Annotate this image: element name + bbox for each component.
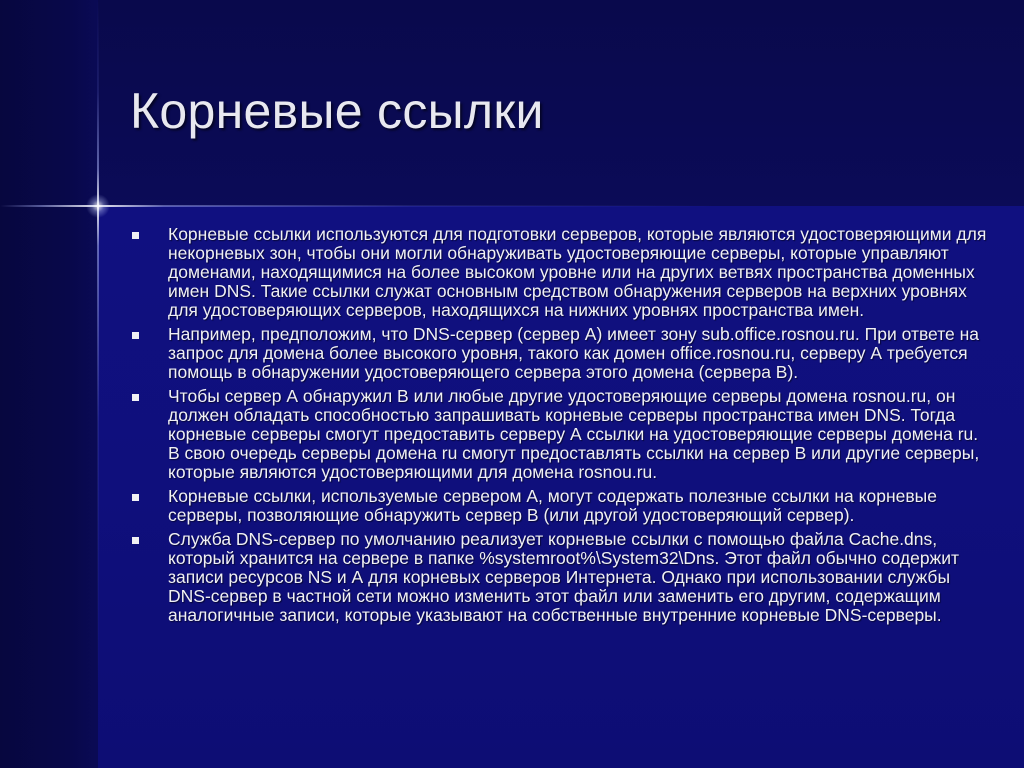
star-flare-icon xyxy=(86,194,110,218)
bullet-text: Корневые ссылки используются для подготовки серверов, которые являются удостоверяющими для некорневых зон, чтобы они могли обнаруживать удостоверяющие серверы, которые управляют доменами, находящимися на более высоком уровне или на других ветвях пространства доменных имен DNS. Такие ссылки служат основным средством обнаружения серверов на верхних уровнях для удостоверяющих серверов, находящихся на нижних уровнях пространства имен. xyxy=(168,224,987,320)
bullet-text: Например, предположим, что DNS-сервер (сервер А) имеет зону sub.office.rosnou.ru. При ответе на запрос для домена более высокого уровня, такого как домен office.rosnou.ru, серверу А требуется помощь в обнаружении удостоверяющего сервера этого домена (сервера В). xyxy=(168,324,980,382)
square-bullet-icon xyxy=(132,332,139,339)
slide-title: Корневые ссылки xyxy=(130,83,544,139)
bullet-text: Чтобы сервер А обнаружил В или любые другие удостоверяющие серверы домена rosnou.ru, он должен обладать способностью запрашивать корневые серверы пространства имен DNS. Тогда корневые серверы смогут предоставить серверу А ссылки на удостоверяющие серверы домена ru. В свою очередь серверы домена ru смогут предоставлять ссылки на сервер В или другие серверы, которые являются удостоверяющими для домена rosnou.ru. xyxy=(168,386,980,482)
bullet-list xyxy=(128,225,988,630)
square-bullet-icon xyxy=(132,537,139,544)
bullet-item xyxy=(128,325,988,382)
bullet-item xyxy=(128,530,988,625)
left-decor-band xyxy=(0,0,98,768)
square-bullet-icon xyxy=(132,232,139,239)
bullet-item xyxy=(128,225,988,320)
square-bullet-icon xyxy=(132,394,139,401)
vertical-light-flare xyxy=(97,0,99,768)
bullet-item xyxy=(128,387,988,482)
bullet-text: Корневые ссылки, используемые сервером А, могут содержать полезные ссылки на корневые серверы, позволяющие обнаружить сервер В (или другой удостоверяющий сервер). xyxy=(168,486,937,525)
horizontal-light-flare xyxy=(0,205,1024,207)
bullet-item xyxy=(128,487,988,525)
square-bullet-icon xyxy=(132,494,139,501)
bullet-text: Служба DNS-сервер по умолчанию реализует корневые ссылки с помощью файла Cache.dns, который хранится на сервере в папке %systemroot%\System32\Dns. Этот файл обычно содержит записи ресурсов NS и А для корневых серверов Интернета. Однако при использовании службы DNS-сервер в частной сети можно изменить этот файл или заменить его другим, содержащим аналогичные записи, которые указывают на собственные внутренние корневые DNS-серверы. xyxy=(168,529,960,625)
